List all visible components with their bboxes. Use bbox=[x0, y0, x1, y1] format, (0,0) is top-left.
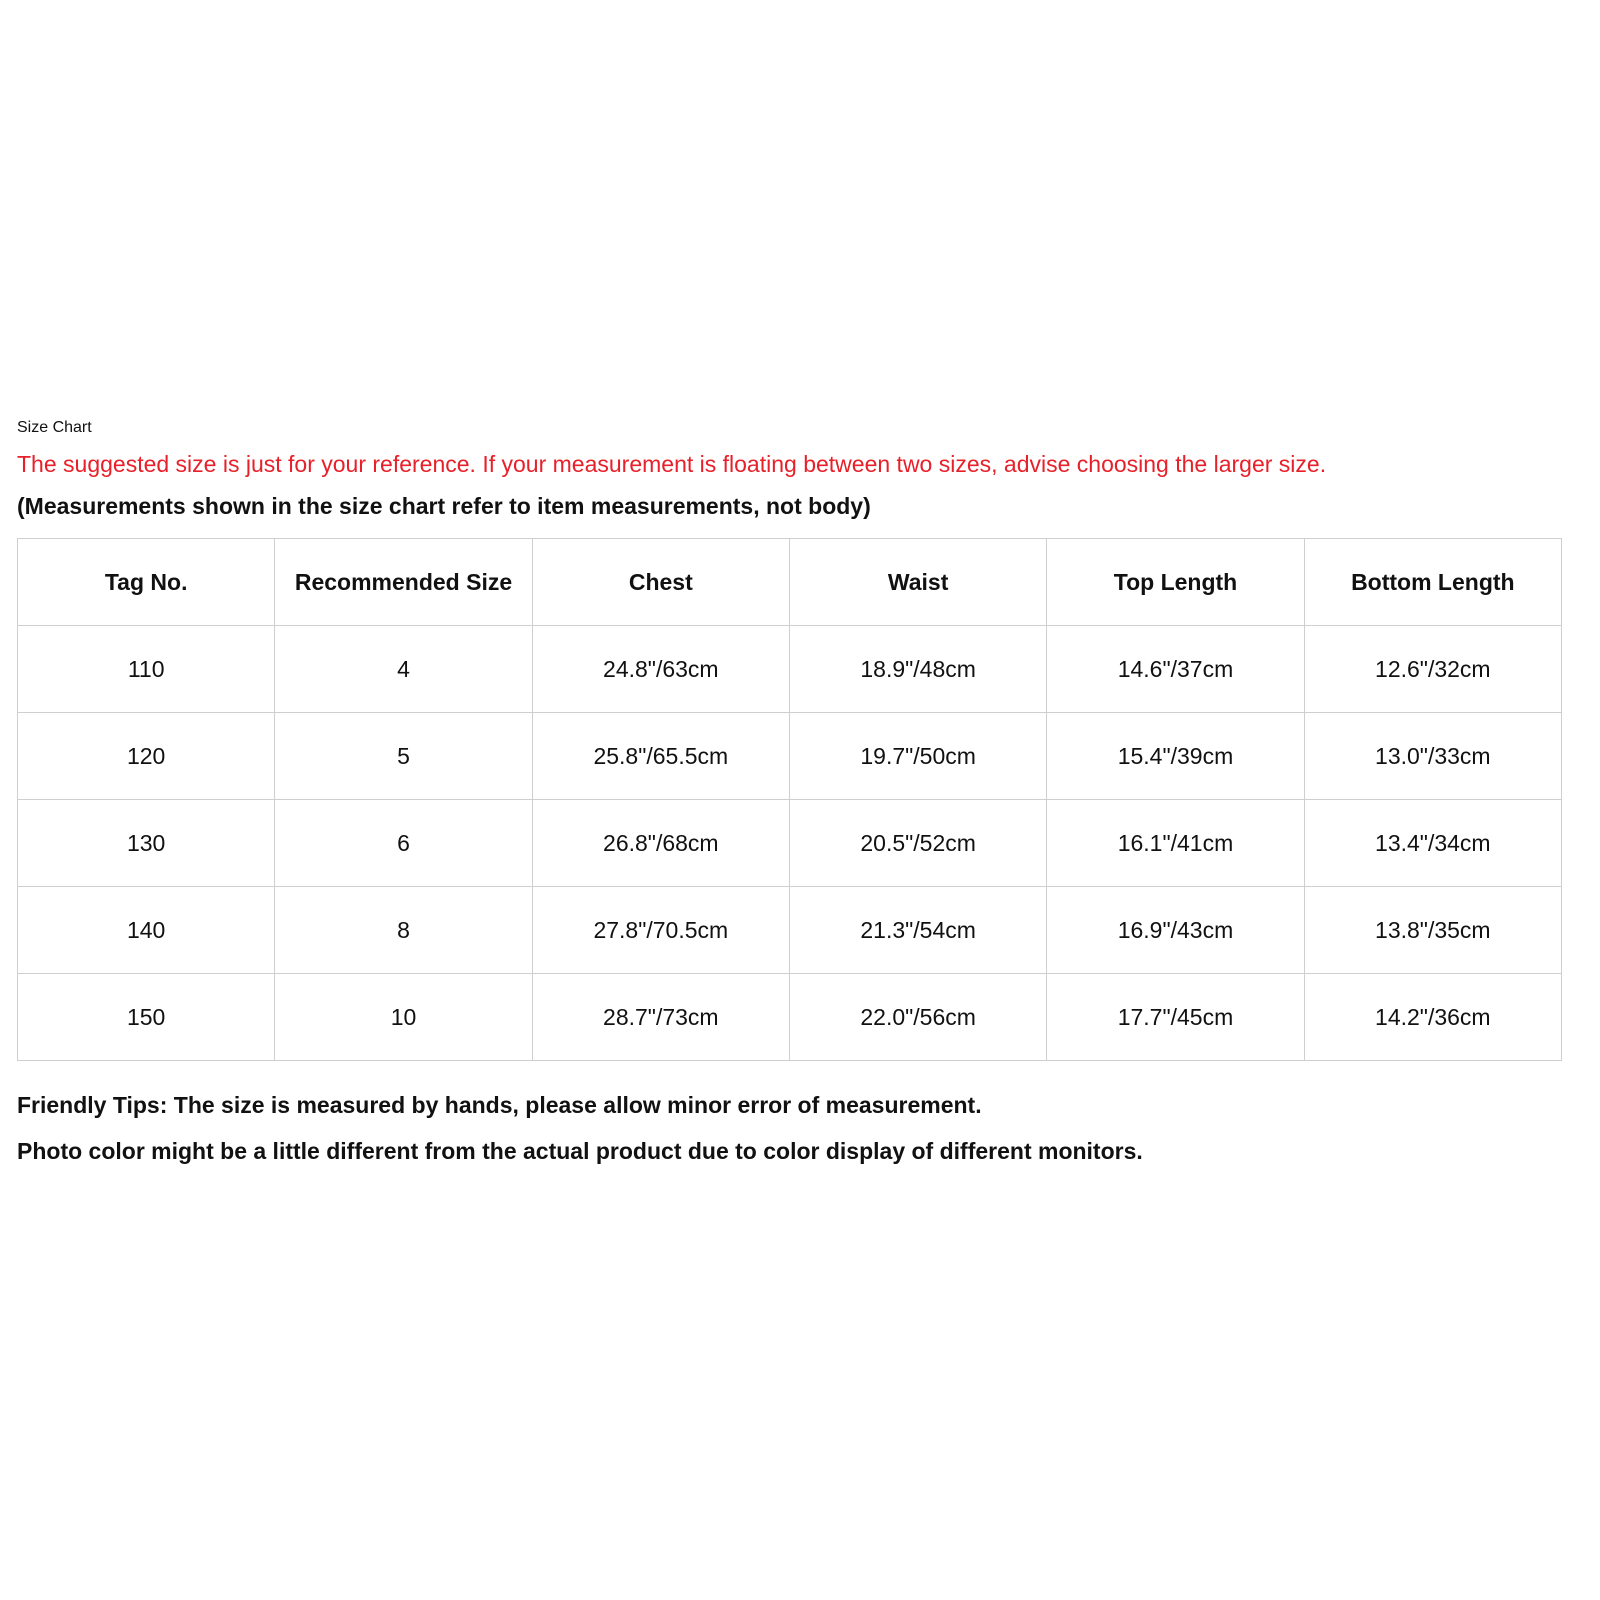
table-row bbox=[18, 974, 1562, 1061]
tip-measurement-error: Friendly Tips: The size is measured by hands, please allow minor error of measurement. bbox=[17, 1092, 982, 1118]
cell-waist: 22.0"/56cm bbox=[789, 974, 1046, 1061]
cell-bottom-length: 13.4"/34cm bbox=[1304, 800, 1561, 887]
cell-recommended-size: 5 bbox=[275, 713, 532, 800]
cell-chest: 28.7"/73cm bbox=[532, 974, 789, 1061]
table-header-row bbox=[18, 539, 1562, 626]
cell-waist: 21.3"/54cm bbox=[789, 887, 1046, 974]
measurement-note: (Measurements shown in the size chart refer to item measurements, not body) bbox=[17, 493, 871, 519]
cell-tag-no: 110 bbox=[18, 626, 275, 713]
header-waist: Waist bbox=[789, 539, 1046, 626]
cell-top-length: 15.4"/39cm bbox=[1047, 713, 1304, 800]
friendly-tips bbox=[17, 1091, 1562, 1165]
cell-chest: 24.8"/63cm bbox=[532, 626, 789, 713]
cell-top-length: 16.9"/43cm bbox=[1047, 887, 1304, 974]
header-recommended-size: Recommended Size bbox=[275, 539, 532, 626]
cell-waist: 18.9"/48cm bbox=[789, 626, 1046, 713]
header-tag-no: Tag No. bbox=[18, 539, 275, 626]
header-bottom-length: Bottom Length bbox=[1304, 539, 1561, 626]
cell-chest: 27.8"/70.5cm bbox=[532, 887, 789, 974]
cell-bottom-length: 13.8"/35cm bbox=[1304, 887, 1561, 974]
cell-bottom-length: 14.2"/36cm bbox=[1304, 974, 1561, 1061]
cell-chest: 25.8"/65.5cm bbox=[532, 713, 789, 800]
cell-tag-no: 150 bbox=[18, 974, 275, 1061]
cell-top-length: 16.1"/41cm bbox=[1047, 800, 1304, 887]
table-row bbox=[18, 626, 1562, 713]
tip-photo-color: Photo color might be a little different from the actual product due to color display of different monitors. bbox=[17, 1138, 1143, 1164]
size-table bbox=[17, 538, 1562, 1061]
cell-bottom-length: 12.6"/32cm bbox=[1304, 626, 1561, 713]
cell-recommended-size: 10 bbox=[275, 974, 532, 1061]
table-row bbox=[18, 887, 1562, 974]
cell-recommended-size: 8 bbox=[275, 887, 532, 974]
cell-recommended-size: 6 bbox=[275, 800, 532, 887]
cell-waist: 20.5"/52cm bbox=[789, 800, 1046, 887]
table-row bbox=[18, 713, 1562, 800]
cell-tag-no: 130 bbox=[18, 800, 275, 887]
cell-chest: 26.8"/68cm bbox=[532, 800, 789, 887]
size-chart-section bbox=[17, 418, 1562, 1183]
size-advice-notice: The suggested size is just for your reference. If your measurement is floating between two sizes, advise choosing the larger size. bbox=[17, 451, 1327, 477]
header-top-length: Top Length bbox=[1047, 539, 1304, 626]
cell-tag-no: 120 bbox=[18, 713, 275, 800]
header-chest: Chest bbox=[532, 539, 789, 626]
cell-top-length: 17.7"/45cm bbox=[1047, 974, 1304, 1061]
cell-bottom-length: 13.0"/33cm bbox=[1304, 713, 1561, 800]
cell-top-length: 14.6"/37cm bbox=[1047, 626, 1304, 713]
size-chart-title: Size Chart bbox=[17, 419, 92, 436]
cell-waist: 19.7"/50cm bbox=[789, 713, 1046, 800]
table-row bbox=[18, 800, 1562, 887]
cell-recommended-size: 4 bbox=[275, 626, 532, 713]
cell-tag-no: 140 bbox=[18, 887, 275, 974]
